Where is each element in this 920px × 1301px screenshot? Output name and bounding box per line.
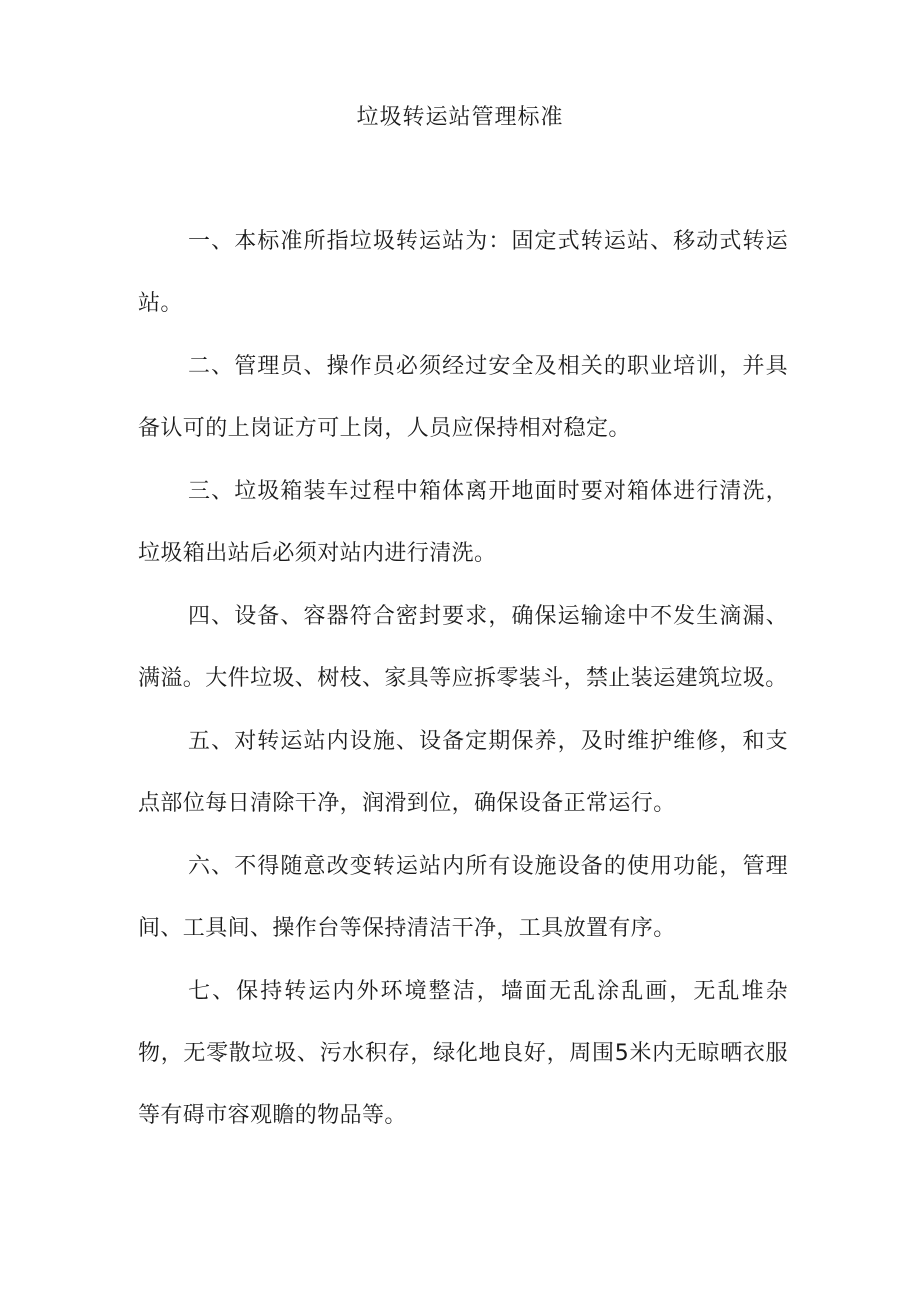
paragraph-6: 六、不得随意改变转运站内所有设施设备的使用功能，管理间、工具间、操作台等保持清洁干净，工具放置有序。 <box>138 854 788 941</box>
document-body <box>138 211 788 1147</box>
paragraph-2: 二、管理员、操作员必须经过安全及相关的职业培训，并具备认可的上岗证方可上岗，人员应保持相对稳定。 <box>138 354 788 441</box>
paragraph-3: 三、垃圾箱装车过程中箱体离开地面时要对箱体进行清洗，垃圾箱出站后必须对站内进行清洗。 <box>138 479 788 566</box>
document-title: 垃圾转运站管理标准 <box>356 105 564 130</box>
paragraph-4: 四、设备、容器符合密封要求，确保运输途中不发生滴漏、满溢。大件垃圾、树枝、家具等应拆零装斗，禁止装运建筑垃圾。 <box>138 604 788 691</box>
paragraph-5: 五、对转运站内设施、设备定期保养，及时维护维修，和支点部位每日清除干净，润滑到位，确保设备正常运行。 <box>138 729 788 816</box>
paragraph-1: 一、本标准所指垃圾转运站为：固定式转运站、移动式转运站。 <box>138 229 788 316</box>
paragraph-7: 七、保持转运内外环境整洁，墙面无乱涂乱画，无乱堆杂物，无零散垃圾、污水积存，绿化地良好，周围5米内无晾晒衣服等有碍市容观瞻的物品等。 <box>138 979 788 1128</box>
